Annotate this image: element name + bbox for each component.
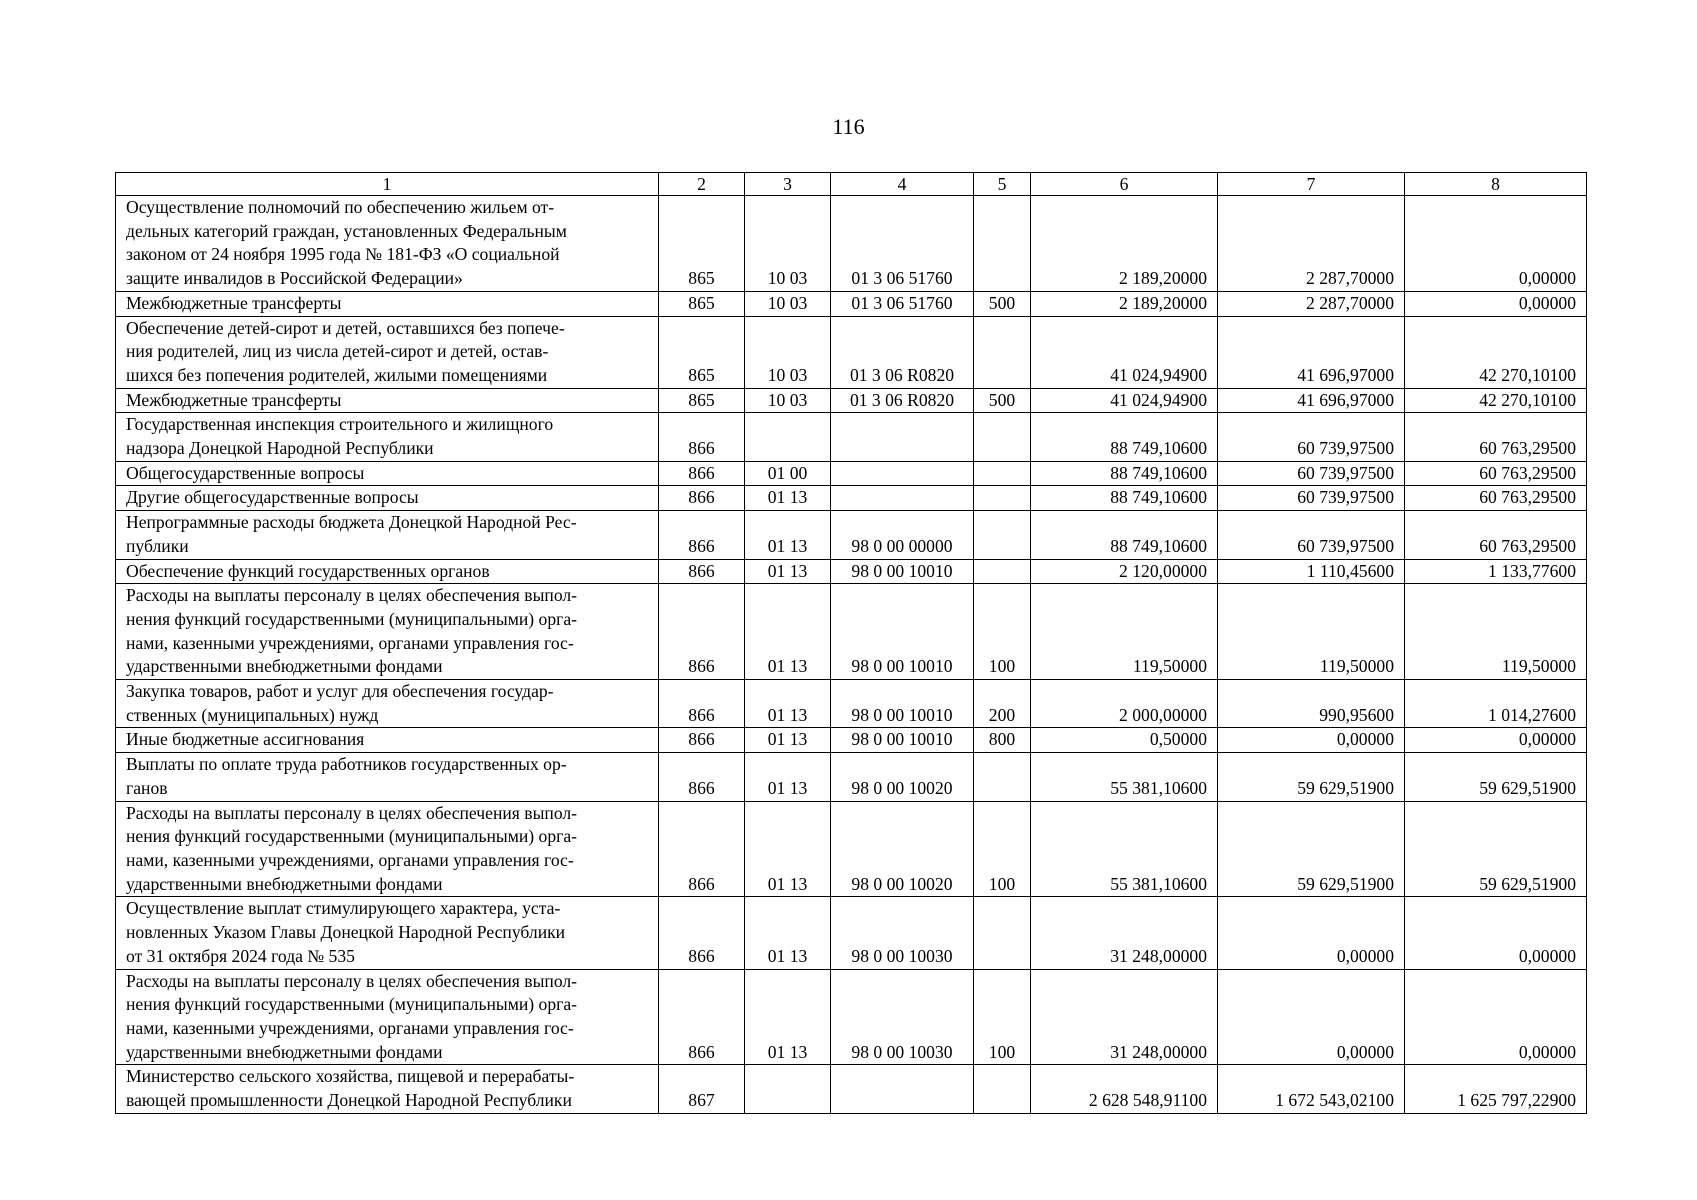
row-section-cell: 01 13	[745, 680, 831, 728]
budget-table	[115, 172, 1587, 1114]
col-header-4: 4	[831, 173, 974, 196]
row-amount-col8-cell: 60 763,29500	[1405, 413, 1587, 461]
row-code-cell: 866	[659, 559, 745, 584]
row-name-cell: Общегосударственные вопросы	[116, 461, 659, 486]
row-expense-type-cell	[974, 511, 1031, 559]
table-row	[116, 413, 1587, 461]
row-section-cell: 01 13	[745, 753, 831, 801]
row-expense-type-cell: 100	[974, 801, 1031, 897]
row-amount-col8-cell: 60 763,29500	[1405, 461, 1587, 486]
row-name-cell: Министерство сельского хозяйства, пищевой и перерабаты- вающей промышленности Донецкой Народной Республики	[116, 1065, 659, 1113]
row-name-cell: Обеспечение функций государственных органов	[116, 559, 659, 584]
row-code-cell: 865	[659, 316, 745, 388]
row-code-cell: 866	[659, 969, 745, 1065]
row-target-article-cell: 98 0 00 10010	[831, 728, 974, 753]
row-amount-col8-cell: 0,00000	[1405, 969, 1587, 1065]
row-amount-col7-cell: 1 672 543,02100	[1218, 1065, 1405, 1113]
row-amount-col8-cell: 119,50000	[1405, 584, 1587, 680]
row-code-cell: 866	[659, 584, 745, 680]
row-expense-type-cell: 500	[974, 291, 1031, 316]
row-name-cell: Непрограммные расходы бюджета Донецкой Народной Рес- публики	[116, 511, 659, 559]
row-section-cell: 10 03	[745, 291, 831, 316]
row-amount-col6-cell: 88 749,10600	[1031, 461, 1218, 486]
row-amount-col7-cell: 0,00000	[1218, 969, 1405, 1065]
row-expense-type-cell: 800	[974, 728, 1031, 753]
table-row	[116, 388, 1587, 413]
row-amount-col6-cell: 2 120,00000	[1031, 559, 1218, 584]
page-number: 116	[832, 114, 865, 139]
row-name-cell: Государственная инспекция строительного и жилищного надзора Донецкой Народной Республики	[116, 413, 659, 461]
row-section-cell: 01 13	[745, 728, 831, 753]
row-amount-col8-cell: 42 270,10100	[1405, 316, 1587, 388]
row-name-cell: Расходы на выплаты персоналу в целях обеспечения выпол- нения функций государственными (муниципальными) орга- нами, казенными учреждениями, органами управления гос- ударственными внебюджетными фондами	[116, 801, 659, 897]
row-expense-type-cell	[974, 897, 1031, 969]
row-name-cell: Другие общегосударственные вопросы	[116, 486, 659, 511]
row-target-article-cell: 01 3 06 51760	[831, 291, 974, 316]
row-section-cell: 01 13	[745, 559, 831, 584]
row-amount-col6-cell: 31 248,00000	[1031, 897, 1218, 969]
row-amount-col7-cell: 2 287,70000	[1218, 196, 1405, 292]
row-name-cell: Межбюджетные трансферты	[116, 291, 659, 316]
row-section-cell: 01 13	[745, 486, 831, 511]
row-expense-type-cell	[974, 1065, 1031, 1113]
row-expense-type-cell: 200	[974, 680, 1031, 728]
row-amount-col7-cell: 1 110,45600	[1218, 559, 1405, 584]
row-amount-col6-cell: 2 189,20000	[1031, 291, 1218, 316]
row-amount-col6-cell: 2 628 548,91100	[1031, 1065, 1218, 1113]
col-header-8: 8	[1405, 173, 1587, 196]
row-name-cell: Расходы на выплаты персоналу в целях обеспечения выпол- нения функций государственными (муниципальными) орга- нами, казенными учреждениями, органами управления гос- ударственными внебюджетными фондами	[116, 584, 659, 680]
row-amount-col7-cell: 59 629,51900	[1218, 801, 1405, 897]
row-expense-type-cell	[974, 461, 1031, 486]
row-amount-col8-cell: 0,00000	[1405, 897, 1587, 969]
row-amount-col6-cell: 88 749,10600	[1031, 511, 1218, 559]
row-name-cell: Межбюджетные трансферты	[116, 388, 659, 413]
table-row	[116, 1065, 1587, 1113]
row-section-cell: 01 13	[745, 801, 831, 897]
row-amount-col8-cell: 59 629,51900	[1405, 801, 1587, 897]
row-section-cell: 01 00	[745, 461, 831, 486]
row-code-cell: 866	[659, 486, 745, 511]
row-amount-col7-cell: 59 629,51900	[1218, 753, 1405, 801]
row-amount-col6-cell: 119,50000	[1031, 584, 1218, 680]
row-expense-type-cell	[974, 753, 1031, 801]
table-row	[116, 680, 1587, 728]
row-amount-col6-cell: 2 189,20000	[1031, 196, 1218, 292]
row-target-article-cell: 98 0 00 00000	[831, 511, 974, 559]
row-expense-type-cell	[974, 559, 1031, 584]
row-expense-type-cell: 100	[974, 969, 1031, 1065]
row-code-cell: 866	[659, 753, 745, 801]
row-expense-type-cell	[974, 196, 1031, 292]
row-section-cell: 01 13	[745, 584, 831, 680]
row-target-article-cell	[831, 413, 974, 461]
row-code-cell: 866	[659, 511, 745, 559]
table-row	[116, 559, 1587, 584]
row-target-article-cell: 98 0 00 10030	[831, 969, 974, 1065]
table-row	[116, 291, 1587, 316]
row-amount-col8-cell: 60 763,29500	[1405, 486, 1587, 511]
row-code-cell: 865	[659, 388, 745, 413]
row-section-cell: 10 03	[745, 196, 831, 292]
row-code-cell: 866	[659, 680, 745, 728]
row-amount-col7-cell: 990,95600	[1218, 680, 1405, 728]
table-row	[116, 728, 1587, 753]
row-amount-col8-cell: 1 014,27600	[1405, 680, 1587, 728]
row-amount-col6-cell: 41 024,94900	[1031, 388, 1218, 413]
row-amount-col7-cell: 119,50000	[1218, 584, 1405, 680]
row-code-cell: 865	[659, 196, 745, 292]
row-amount-col7-cell: 41 696,97000	[1218, 388, 1405, 413]
table-body	[116, 196, 1587, 1114]
row-expense-type-cell: 500	[974, 388, 1031, 413]
row-target-article-cell: 01 3 06 51760	[831, 196, 974, 292]
row-amount-col8-cell: 0,00000	[1405, 196, 1587, 292]
row-target-article-cell: 98 0 00 10020	[831, 753, 974, 801]
row-section-cell	[745, 413, 831, 461]
row-amount-col8-cell: 1 133,77600	[1405, 559, 1587, 584]
row-code-cell: 867	[659, 1065, 745, 1113]
row-amount-col7-cell: 60 739,97500	[1218, 511, 1405, 559]
table-row	[116, 584, 1587, 680]
row-name-cell: Закупка товаров, работ и услуг для обеспечения государ- ственных (муниципальных) нужд	[116, 680, 659, 728]
table-row	[116, 486, 1587, 511]
row-amount-col6-cell: 0,50000	[1031, 728, 1218, 753]
row-section-cell: 01 13	[745, 969, 831, 1065]
header-row	[116, 173, 1587, 196]
col-header-2: 2	[659, 173, 745, 196]
row-code-cell: 866	[659, 728, 745, 753]
row-code-cell: 865	[659, 291, 745, 316]
row-target-article-cell	[831, 461, 974, 486]
row-amount-col6-cell: 41 024,94900	[1031, 316, 1218, 388]
row-target-article-cell: 98 0 00 10020	[831, 801, 974, 897]
row-target-article-cell	[831, 486, 974, 511]
row-amount-col6-cell: 2 000,00000	[1031, 680, 1218, 728]
row-target-article-cell: 98 0 00 10030	[831, 897, 974, 969]
row-target-article-cell: 01 3 06 R0820	[831, 316, 974, 388]
table-row	[116, 897, 1587, 969]
row-name-cell: Иные бюджетные ассигнования	[116, 728, 659, 753]
row-amount-col7-cell: 2 287,70000	[1218, 291, 1405, 316]
row-section-cell: 10 03	[745, 388, 831, 413]
row-amount-col6-cell: 55 381,10600	[1031, 753, 1218, 801]
col-header-7: 7	[1218, 173, 1405, 196]
row-target-article-cell	[831, 1065, 974, 1113]
col-header-1: 1	[116, 173, 659, 196]
row-amount-col8-cell: 0,00000	[1405, 291, 1587, 316]
row-section-cell: 01 13	[745, 511, 831, 559]
row-target-article-cell: 01 3 06 R0820	[831, 388, 974, 413]
row-section-cell	[745, 1065, 831, 1113]
row-amount-col6-cell: 31 248,00000	[1031, 969, 1218, 1065]
table-row	[116, 801, 1587, 897]
table-row	[116, 316, 1587, 388]
row-code-cell: 866	[659, 461, 745, 486]
row-name-cell: Расходы на выплаты персоналу в целях обеспечения выпол- нения функций государственными (муниципальными) орга- нами, казенными учреждениями, органами управления гос- ударственными внебюджетными фондами	[116, 969, 659, 1065]
row-amount-col7-cell: 60 739,97500	[1218, 461, 1405, 486]
row-amount-col6-cell: 88 749,10600	[1031, 413, 1218, 461]
row-target-article-cell: 98 0 00 10010	[831, 680, 974, 728]
row-amount-col8-cell: 0,00000	[1405, 728, 1587, 753]
row-amount-col8-cell: 59 629,51900	[1405, 753, 1587, 801]
row-expense-type-cell: 100	[974, 584, 1031, 680]
col-header-3: 3	[745, 173, 831, 196]
col-header-5: 5	[974, 173, 1031, 196]
table-row	[116, 753, 1587, 801]
row-target-article-cell: 98 0 00 10010	[831, 559, 974, 584]
row-section-cell: 01 13	[745, 897, 831, 969]
row-amount-col6-cell: 55 381,10600	[1031, 801, 1218, 897]
row-amount-col7-cell: 0,00000	[1218, 897, 1405, 969]
row-expense-type-cell	[974, 413, 1031, 461]
row-amount-col7-cell: 41 696,97000	[1218, 316, 1405, 388]
row-code-cell: 866	[659, 413, 745, 461]
row-amount-col8-cell: 60 763,29500	[1405, 511, 1587, 559]
col-header-6: 6	[1031, 173, 1218, 196]
row-name-cell: Обеспечение детей-сирот и детей, оставшихся без попече- ния родителей, лиц из числа детей-сирот и детей, остав- шихся без попечения родителей, жилыми помещениями	[116, 316, 659, 388]
row-amount-col7-cell: 60 739,97500	[1218, 486, 1405, 511]
row-amount-col7-cell: 60 739,97500	[1218, 413, 1405, 461]
row-amount-col7-cell: 0,00000	[1218, 728, 1405, 753]
row-section-cell: 10 03	[745, 316, 831, 388]
row-amount-col6-cell: 88 749,10600	[1031, 486, 1218, 511]
row-name-cell: Осуществление полномочий по обеспечению жильем от- дельных категорий граждан, установленных Федеральным законом от 24 ноября 1995 года № 181-ФЗ «О социальной защите инвалидов в Российской Федерации»	[116, 196, 659, 292]
table-row	[116, 461, 1587, 486]
table-row	[116, 196, 1587, 292]
table-row	[116, 969, 1587, 1065]
row-expense-type-cell	[974, 316, 1031, 388]
row-code-cell: 866	[659, 897, 745, 969]
row-amount-col8-cell: 42 270,10100	[1405, 388, 1587, 413]
table-row	[116, 511, 1587, 559]
row-code-cell: 866	[659, 801, 745, 897]
row-name-cell: Выплаты по оплате труда работников государственных ор- ганов	[116, 753, 659, 801]
row-expense-type-cell	[974, 486, 1031, 511]
row-target-article-cell: 98 0 00 10010	[831, 584, 974, 680]
row-name-cell: Осуществление выплат стимулирующего характера, уста- новленных Указом Главы Донецкой Народной Республики от 31 октября 2024 года № 535	[116, 897, 659, 969]
row-amount-col8-cell: 1 625 797,22900	[1405, 1065, 1587, 1113]
